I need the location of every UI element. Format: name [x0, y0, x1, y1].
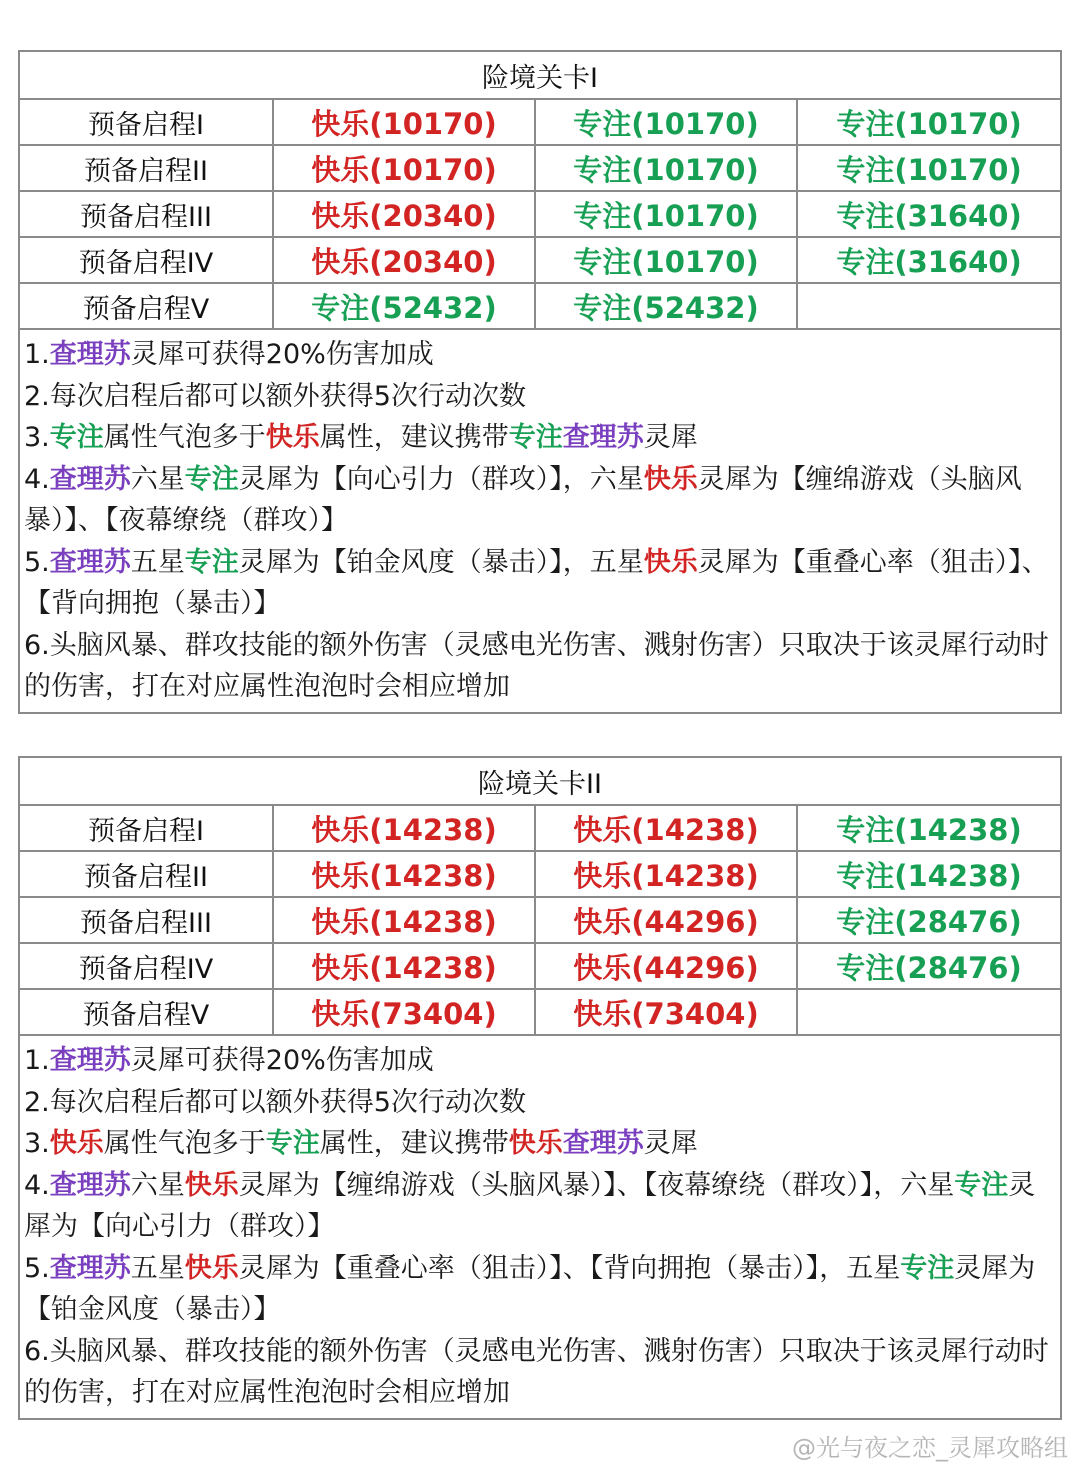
highlight-term: 专注	[49, 422, 104, 453]
bubble-cell: 快乐(73404)	[535, 989, 797, 1035]
note-text: 六星	[130, 463, 185, 495]
note-line	[24, 417, 1054, 459]
bubble-cell: 快乐(14238)	[535, 805, 797, 851]
note-line	[24, 542, 1054, 625]
highlight-term: 快乐	[184, 1169, 239, 1201]
note-text: 6.头脑风暴、群攻技能的额外伤害（灵感电光伤害、溅射伤害）只取决于该灵犀行动时的伤害，打在对应属性泡泡时会相应增加	[24, 1335, 1049, 1408]
note-text: 五星	[130, 1252, 185, 1284]
notes-cell	[19, 329, 1061, 713]
bubble-cell: 快乐(20340)	[273, 191, 535, 237]
note-line	[24, 459, 1054, 542]
highlight-term: 快乐	[508, 1128, 563, 1159]
table-row	[19, 989, 1061, 1035]
note-text: 六星	[130, 1169, 185, 1201]
note-line	[24, 1165, 1054, 1248]
bubble-cell: 专注(14238)	[797, 805, 1061, 851]
stage-2-section	[18, 756, 1060, 1420]
bubble-cell: 快乐(14238)	[273, 851, 535, 897]
highlight-term: 查理苏	[49, 546, 131, 578]
stage-title: 险境关卡II	[19, 757, 1061, 805]
note-text: 灵犀为【缠绵游戏（头脑风暴）】、【夜幕缭绕（群攻）】	[24, 463, 1022, 536]
note-text: 灵犀为【缠绵游戏（头脑风暴）】、【夜幕缭绕（群攻）】，六星	[238, 1169, 955, 1201]
bubble-cell: 快乐(73404)	[273, 989, 535, 1035]
note-text: 5.	[24, 1252, 50, 1284]
bubble-cell: 专注(10170)	[535, 191, 797, 237]
highlight-term: 快乐	[643, 463, 698, 495]
note-text: 2.每次启程后都可以额外获得5次行动次数	[24, 1086, 526, 1118]
empty-cell	[797, 283, 1061, 329]
bubble-cell: 专注(52432)	[273, 283, 535, 329]
highlight-term: 查理苏	[562, 1128, 644, 1159]
note-text: 属性气泡多于	[103, 1128, 266, 1159]
bubble-cell: 专注(10170)	[535, 99, 797, 145]
note-line	[24, 376, 1054, 418]
highlight-term: 快乐	[643, 546, 698, 578]
highlight-term: 专注	[954, 1169, 1009, 1201]
row-label: 预备启程V	[19, 283, 273, 329]
bubble-cell: 快乐(44296)	[535, 943, 797, 989]
row-label: 预备启程II	[19, 145, 273, 191]
bubble-cell: 专注(10170)	[535, 237, 797, 283]
note-text: 灵犀为【向心引力（群攻）】，六星	[238, 463, 644, 495]
row-label: 预备启程IV	[19, 943, 273, 989]
highlight-term: 快乐	[49, 1128, 104, 1159]
note-text: 灵犀可获得20%伤害加成	[130, 1045, 434, 1076]
bubble-cell: 快乐(14238)	[273, 943, 535, 989]
bubble-cell: 专注(31640)	[797, 237, 1061, 283]
row-label: 预备启程III	[19, 191, 273, 237]
highlight-term: 专注	[184, 463, 239, 495]
note-text: 2.每次启程后都可以额外获得5次行动次数	[24, 380, 526, 412]
table-row	[19, 99, 1061, 145]
note-text: 灵犀	[643, 422, 698, 453]
empty-cell	[797, 989, 1061, 1035]
row-label: 预备启程II	[19, 851, 273, 897]
stage-table	[18, 756, 1062, 1420]
highlight-term: 快乐	[184, 1252, 239, 1284]
bubble-cell: 快乐(10170)	[273, 99, 535, 145]
note-text: 灵犀为【重叠心率（狙击）】、【背向拥抱（暴击）】，五星	[238, 1252, 901, 1284]
note-text: 灵犀为【重叠心率（狙击）】、【背向拥抱（暴击）】	[24, 546, 1049, 619]
note-line	[24, 1082, 1054, 1124]
note-text: 4.	[24, 463, 50, 495]
bubble-cell: 专注(28476)	[797, 943, 1061, 989]
note-text: 4.	[24, 1169, 50, 1201]
highlight-term: 专注	[184, 546, 239, 578]
table-row	[19, 897, 1061, 943]
bubble-cell: 专注(31640)	[797, 191, 1061, 237]
bubble-cell: 快乐(14238)	[535, 851, 797, 897]
notes-cell	[19, 1035, 1061, 1419]
note-text: 5.	[24, 546, 50, 578]
highlight-term: 查理苏	[49, 1045, 131, 1076]
note-line	[24, 1331, 1054, 1414]
bubble-cell: 专注(28476)	[797, 897, 1061, 943]
row-label: 预备启程III	[19, 897, 273, 943]
note-line	[24, 334, 1054, 376]
highlight-term: 快乐	[265, 422, 320, 453]
note-line	[24, 625, 1054, 708]
table-row	[19, 851, 1061, 897]
bubble-cell: 快乐(44296)	[535, 897, 797, 943]
bubble-cell: 快乐(20340)	[273, 237, 535, 283]
highlight-term: 专注	[265, 1128, 320, 1159]
note-text: 灵犀为【向心引力（群攻）】	[24, 1169, 1036, 1242]
row-label: 预备启程V	[19, 989, 273, 1035]
table-row	[19, 943, 1061, 989]
note-text: 3.	[24, 1128, 50, 1159]
highlight-term: 专注	[508, 422, 563, 453]
table-row	[19, 145, 1061, 191]
bubble-cell: 专注(10170)	[797, 145, 1061, 191]
highlight-term: 查理苏	[49, 1252, 131, 1284]
note-line	[24, 1248, 1054, 1331]
table-row	[19, 283, 1061, 329]
note-text: 灵犀为【铂金风度（暴击）】	[24, 1252, 1036, 1325]
stage-1-section	[18, 50, 1060, 714]
note-text: 属性，建议携带	[319, 1128, 509, 1159]
note-text: 1.	[24, 1045, 50, 1076]
note-text: 1.	[24, 339, 50, 370]
note-text: 属性，建议携带	[319, 422, 509, 453]
highlight-term: 查理苏	[49, 463, 131, 495]
stage-title: 险境关卡I	[19, 51, 1061, 99]
table-row	[19, 191, 1061, 237]
bubble-cell: 专注(52432)	[535, 283, 797, 329]
row-label: 预备启程I	[19, 805, 273, 851]
bubble-cell: 专注(10170)	[535, 145, 797, 191]
table-row	[19, 237, 1061, 283]
note-line	[24, 1123, 1054, 1165]
note-line	[24, 1040, 1054, 1082]
stage-table	[18, 50, 1062, 714]
note-text: 五星	[130, 546, 185, 578]
note-text: 灵犀	[643, 1128, 698, 1159]
bubble-cell: 专注(10170)	[797, 99, 1061, 145]
row-label: 预备启程IV	[19, 237, 273, 283]
highlight-term: 查理苏	[562, 422, 644, 453]
note-text: 6.头脑风暴、群攻技能的额外伤害（灵感电光伤害、溅射伤害）只取决于该灵犀行动时的伤害，打在对应属性泡泡时会相应增加	[24, 629, 1049, 702]
watermark: @光与夜之恋_灵犀攻略组	[792, 1434, 1068, 1462]
note-text: 3.	[24, 422, 50, 453]
note-text: 灵犀可获得20%伤害加成	[130, 339, 434, 370]
note-text: 灵犀为【铂金风度（暴击）】，五星	[238, 546, 644, 578]
bubble-cell: 快乐(14238)	[273, 897, 535, 943]
table-row	[19, 805, 1061, 851]
highlight-term: 专注	[900, 1252, 955, 1284]
row-label: 预备启程I	[19, 99, 273, 145]
bubble-cell: 专注(14238)	[797, 851, 1061, 897]
highlight-term: 查理苏	[49, 1169, 131, 1201]
highlight-term: 查理苏	[49, 339, 131, 370]
note-text: 属性气泡多于	[103, 422, 266, 453]
bubble-cell: 快乐(14238)	[273, 805, 535, 851]
bubble-cell: 快乐(10170)	[273, 145, 535, 191]
